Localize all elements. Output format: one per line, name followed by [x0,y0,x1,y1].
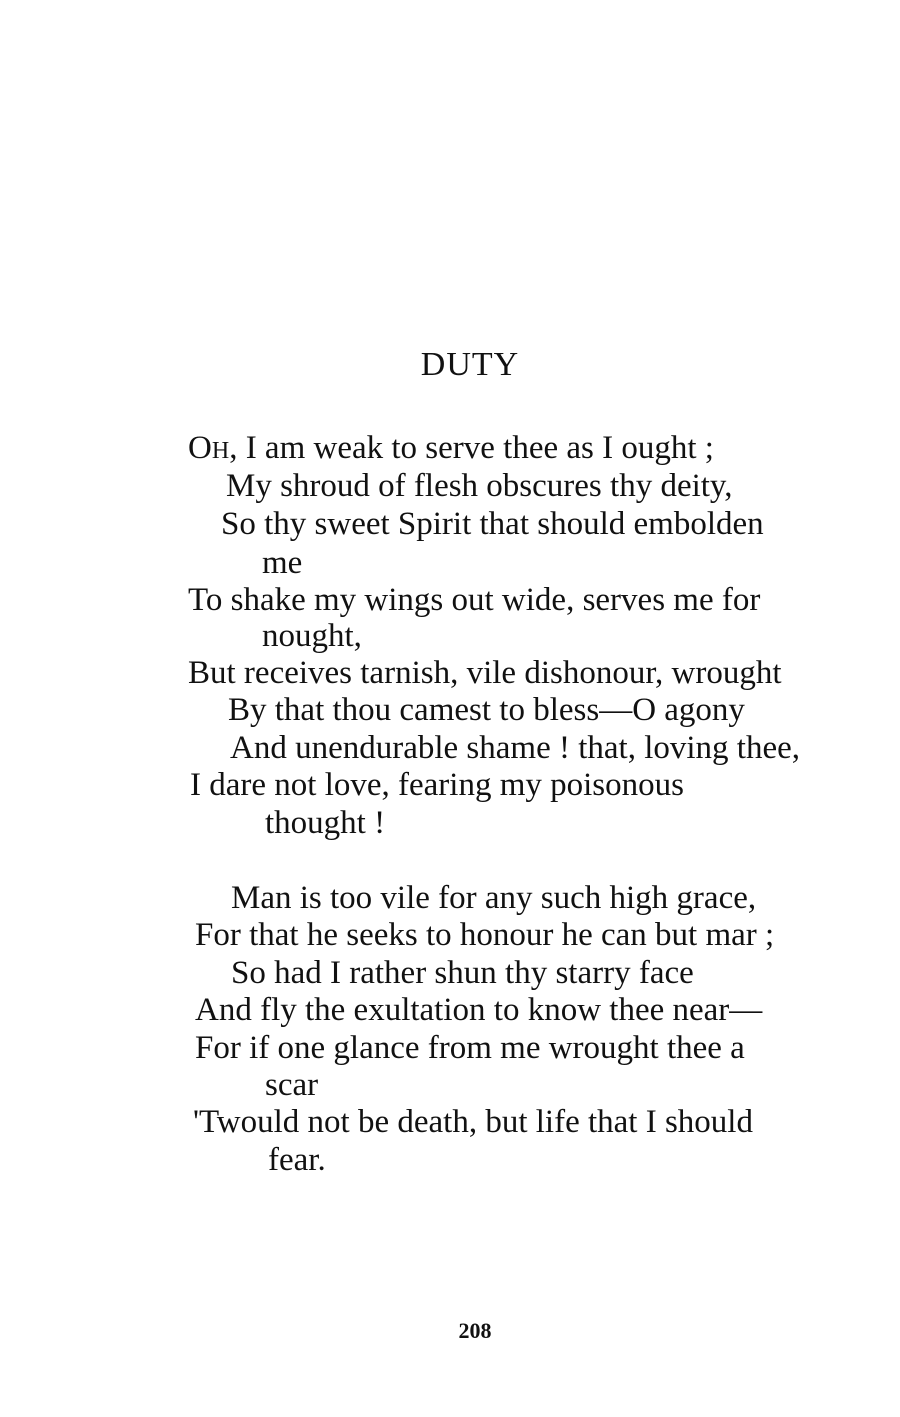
poem-line-continuation: fear. [268,1142,326,1178]
poem-line: 'Twould not be death, but life that I should [193,1104,753,1140]
poem-line: I dare not love, fearing my poisonous [190,767,684,803]
poem-line: And unendurable shame ! that, loving thee, [230,730,801,766]
poem-line-continuation: nought, [262,618,362,654]
poem-line: By that thou camest to bless—O agony [228,692,745,728]
poem-line: But receives tarnish, vile dishonour, wrought [188,655,782,691]
line-text: , I am weak to serve thee as I ought ; [229,430,714,466]
poem-line-continuation: scar [265,1067,319,1103]
page-number: 208 [458,1318,492,1343]
drop-cap: O [188,430,212,466]
small-caps: H [211,438,230,464]
poem-line: To shake my wings out wide, serves me for [188,582,761,618]
poem-line: So thy sweet Spirit that should embolden [221,506,764,542]
poem-line: For that he seeks to honour he can but mar ; [195,917,775,953]
poem-line-continuation: me [262,545,303,581]
poem-line: And fly the exultation to know thee near— [195,992,763,1028]
poem-line: For if one glance from me wrought thee a [195,1030,745,1066]
poem-line-continuation: thought ! [265,805,386,841]
poem-title: DUTY [420,346,520,383]
poem-line: My shroud of flesh obscures thy deity, [226,468,733,504]
poem-line [188,432,714,465]
poem-line: So had I rather shun thy starry face [231,955,694,991]
poem-line: Man is too vile for any such high grace, [231,880,757,916]
